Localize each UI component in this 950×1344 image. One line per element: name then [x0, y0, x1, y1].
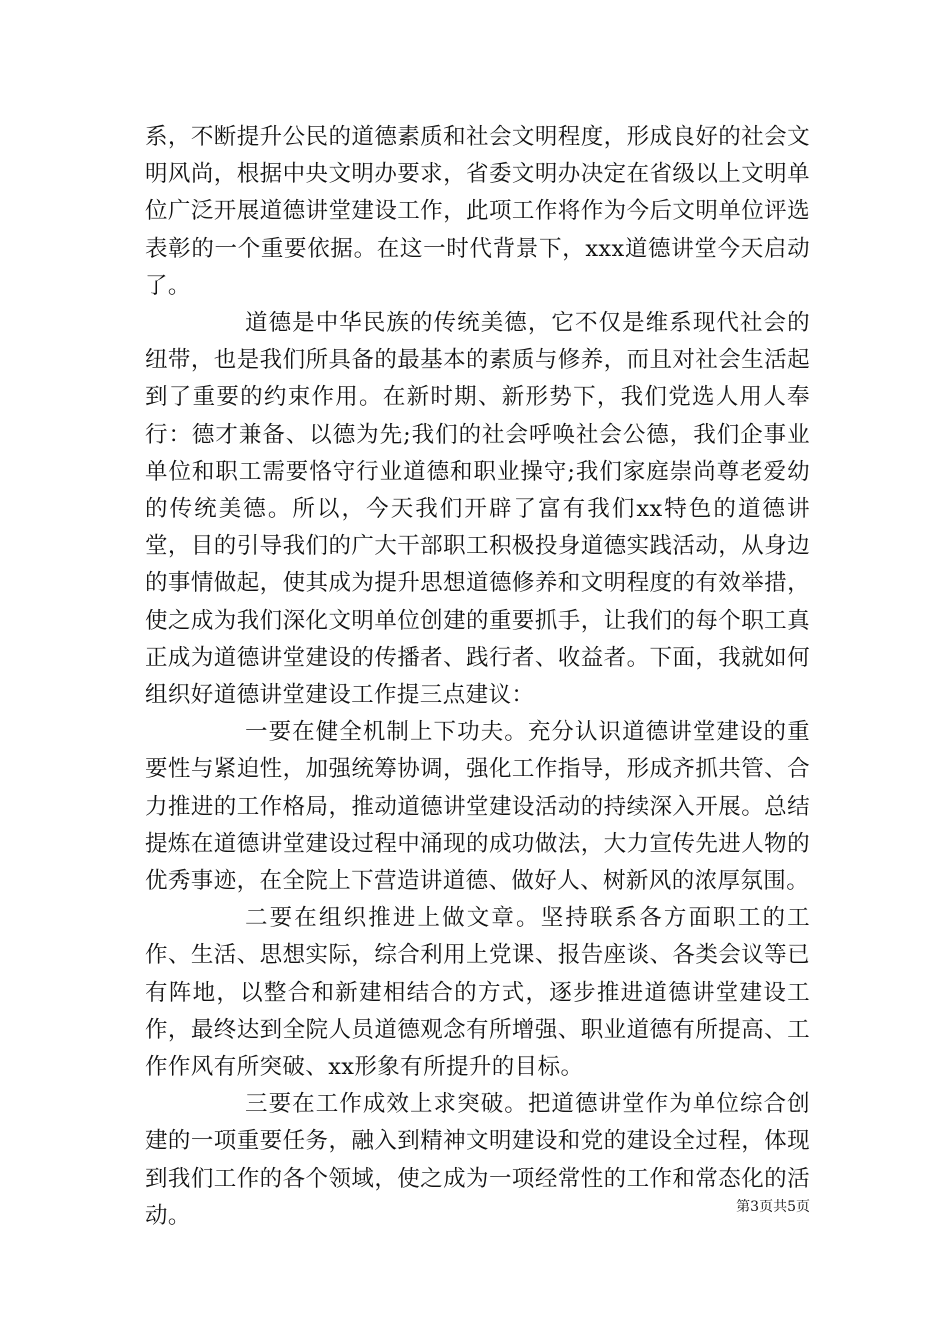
paragraph-morality: 道德是中华民族的传统美德，它不仅是维系现代社会的纽带，也是我们所具备的最基本的素质与修养，而且对社会生活起到了重要的约束作用。在新时期、新形势下，我们党选人用人奉行：德才兼备、以德为先;我们的社会呼唤社会公德，我们企事业单位和职工需要恪守行业道德和职业操守;我们家庭崇尚尊老爱幼的传统美德。所以，今天我们开辟了富有我们xx特色的道德讲堂，目的引导我们的广大干部职工积极投身道德实践活动，从身边的事情做起，使其成为提升思想道德修养和文明程度的有效举措，使之成为我们深化文明单位创建的重要抓手，让我们的每个职工真正成为道德讲堂建设的传播者、践行者、收益者。下面，我就如何组织好道德讲堂建设工作提三点建议： [145, 310, 810, 709]
page-number-footer: 第3页共5页 [736, 1199, 810, 1215]
paragraph-continuation: 系，不断提升公民的道德素质和社会文明程度，形成良好的社会文明风尚，根据中央文明办要求，省委文明办决定在省级以上文明单位广泛开展道德讲堂建设工作，此项工作将作为今后文明单位评选表彰的一个重要依据。在这一时代背景下，xxx道德讲堂今天启动了。 [145, 124, 810, 299]
paragraph-suggestion-one: 一要在健全机制上下功夫。充分认识道德讲堂建设的重要性与紧迫性，加强统筹协调，强化工作指导，形成齐抓共管、合力推进的工作格局，推动道德讲堂建设活动的持续深入开展。总结提炼在道德讲堂建设过程中涌现的成功做法，大力宣传先进人物的优秀事迹，在全院上下营造讲道德、做好人、树新风的浓厚氛围。 [145, 719, 810, 895]
paragraph-suggestion-two: 二要在组织推进上做文章。坚持联系各方面职工的工作、生活、思想实际，综合利用上党课、报告座谈、各类会议等已有阵地，以整合和新建相结合的方式，逐步推进道德讲堂建设工作，最终达到全院人员道德观念有所增强、职业道德有所提高、工作作风有所突破、xx形象有所提升的目标。 [145, 905, 810, 1081]
paragraph-suggestion-three: 三要在工作成效上求突破。把道德讲堂作为单位综合创建的一项重要任务，融入到精神文明建设和党的建设全过程，体现到我们工作的各个领域，使之成为一项经常性的工作和常态化的活动。 [145, 1091, 810, 1229]
body-text [145, 119, 810, 1235]
